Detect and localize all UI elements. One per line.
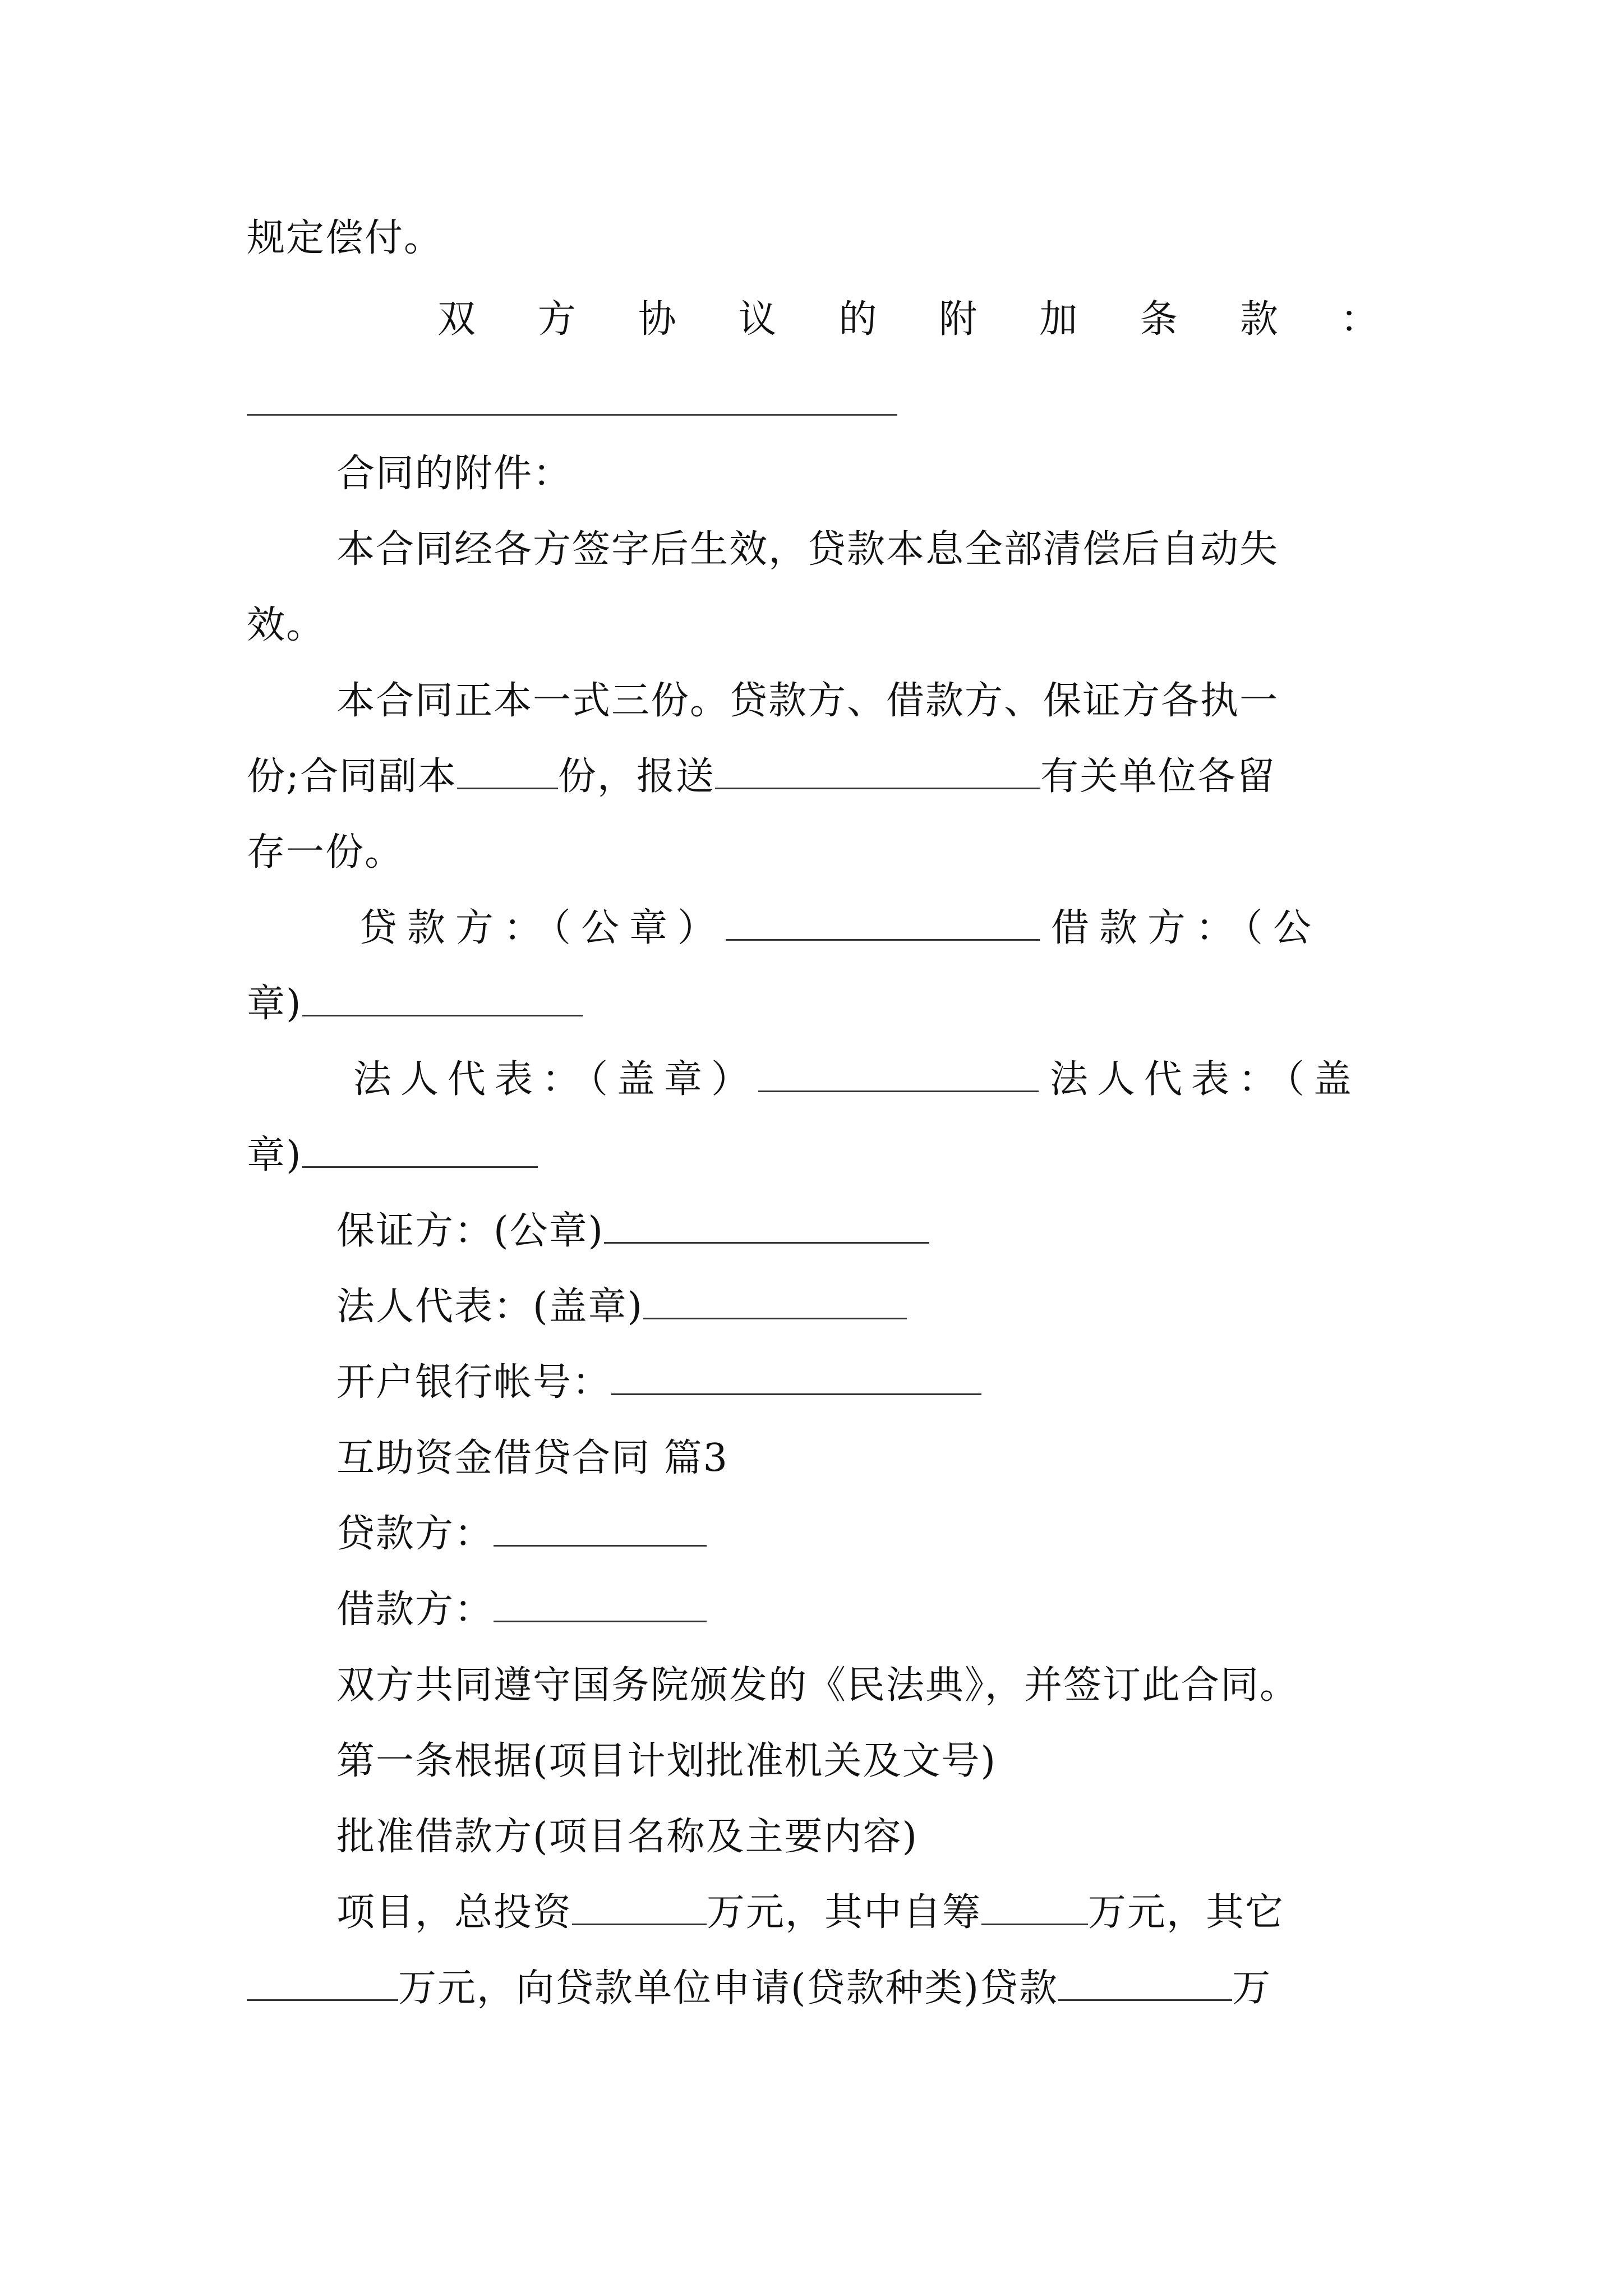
text-line bbox=[247, 603, 1385, 648]
heading-char: 议 bbox=[738, 297, 778, 342]
label-text: 贷款方：（公章） bbox=[359, 906, 726, 950]
heading-char: 条 bbox=[1140, 297, 1179, 342]
heading-char: 协 bbox=[638, 297, 677, 342]
label-text: 借款方： bbox=[336, 1588, 494, 1632]
text-line bbox=[336, 1739, 1385, 1784]
heading-text: 互助资金借贷合同 篇3 bbox=[336, 1436, 728, 1480]
section-title bbox=[336, 1436, 1385, 1481]
text-line bbox=[247, 754, 1385, 799]
label-text: 贷款方： bbox=[336, 1512, 494, 1556]
paragraph-text: 合同的附件： bbox=[336, 452, 573, 496]
label-text: 开户银行帐号： bbox=[336, 1360, 612, 1405]
label-text: 保证方：(公章) bbox=[336, 1209, 605, 1253]
paragraph-text: 项目，总投资 bbox=[336, 1890, 573, 1935]
paragraph-text: 本合同经各方签字后生效，贷款本息全部清偿后自动失 bbox=[336, 527, 1279, 572]
text-line bbox=[336, 527, 1385, 572]
paragraph-text: 本合同正本一式三份。贷款方、借款方、保证方各执一 bbox=[336, 679, 1279, 723]
text-line bbox=[247, 1133, 1385, 1178]
text-line bbox=[336, 1815, 1385, 1860]
heading-char: 的 bbox=[838, 297, 878, 342]
blank-field[interactable] bbox=[494, 1512, 707, 1547]
paragraph-text: 批准借款方(项目名称及主要内容) bbox=[336, 1815, 919, 1859]
text-line bbox=[336, 1588, 1385, 1632]
text-line bbox=[336, 1663, 1385, 1708]
heading-char: 附 bbox=[939, 297, 979, 342]
paragraph-text: 有关单位各留 bbox=[1040, 754, 1276, 799]
paragraph-text: 万元，其中自筹 bbox=[707, 1890, 982, 1935]
text-line bbox=[247, 216, 1385, 261]
paragraph-text: 双方共同遵守国务院颁发的《民法典》，并签订此合同。 bbox=[336, 1663, 1299, 1708]
paragraph-text: 效。 bbox=[247, 603, 326, 647]
blank-field[interactable] bbox=[726, 907, 1040, 941]
heading-char: 方 bbox=[537, 297, 577, 342]
blank-field[interactable] bbox=[758, 1058, 1039, 1092]
label-text: 法人代表：（盖章） bbox=[353, 1057, 759, 1102]
blank-field[interactable] bbox=[643, 1285, 907, 1319]
blank-field[interactable] bbox=[1058, 1967, 1232, 2001]
blank-field[interactable] bbox=[572, 1891, 707, 1925]
blank-field[interactable] bbox=[715, 755, 1040, 789]
text-line bbox=[247, 1966, 1385, 2011]
heading-char: 双 bbox=[437, 297, 477, 342]
lender-signature-line bbox=[359, 906, 1385, 951]
additional-terms-heading bbox=[437, 297, 1380, 342]
blank-field[interactable] bbox=[247, 1967, 398, 2001]
text-line bbox=[247, 830, 1385, 875]
blank-field[interactable] bbox=[457, 755, 558, 789]
blank-field[interactable] bbox=[981, 1891, 1088, 1925]
heading-char: 款 bbox=[1240, 297, 1280, 342]
text-line bbox=[336, 1285, 1385, 1329]
paragraph-text: 万元，向贷款单位申请(贷款种类)贷款 bbox=[398, 1966, 1059, 2010]
text-line bbox=[247, 982, 1385, 1027]
blank-field[interactable] bbox=[302, 982, 583, 1016]
paragraph-text: 规定偿付。 bbox=[247, 216, 444, 260]
paragraph-text: 万 bbox=[1232, 1966, 1272, 2010]
label-text: 章) bbox=[247, 1133, 302, 1177]
paragraph-text: 份;合同副本 bbox=[247, 754, 457, 799]
text-line bbox=[336, 452, 1385, 496]
label-text: 章) bbox=[247, 982, 302, 1026]
blank-field[interactable] bbox=[604, 1209, 929, 1244]
paragraph-text: 存一份。 bbox=[247, 830, 404, 875]
heading-char: ： bbox=[1340, 297, 1380, 342]
blank-field[interactable] bbox=[494, 1588, 707, 1622]
text-line bbox=[336, 679, 1385, 724]
paragraph-text: 份，报送 bbox=[557, 754, 715, 799]
label-text: 法人代表：（盖 bbox=[1050, 1057, 1361, 1102]
text-line bbox=[336, 1512, 1385, 1557]
blank-field[interactable] bbox=[611, 1361, 981, 1395]
paragraph-text: 万元，其它 bbox=[1088, 1890, 1285, 1935]
legal-rep-signature-line bbox=[353, 1057, 1385, 1102]
label-text: 法人代表：(盖章) bbox=[336, 1285, 644, 1329]
text-line bbox=[336, 1209, 1385, 1254]
blank-field[interactable] bbox=[302, 1134, 538, 1168]
text-line bbox=[336, 1890, 1385, 1935]
paragraph-text: 第一条根据(项目计划批准机关及文号) bbox=[336, 1739, 997, 1783]
text-line bbox=[336, 1360, 1385, 1405]
heading-char: 加 bbox=[1039, 297, 1079, 342]
label-text: 借款方：（公 bbox=[1051, 906, 1322, 950]
fill-in-line bbox=[247, 414, 897, 416]
